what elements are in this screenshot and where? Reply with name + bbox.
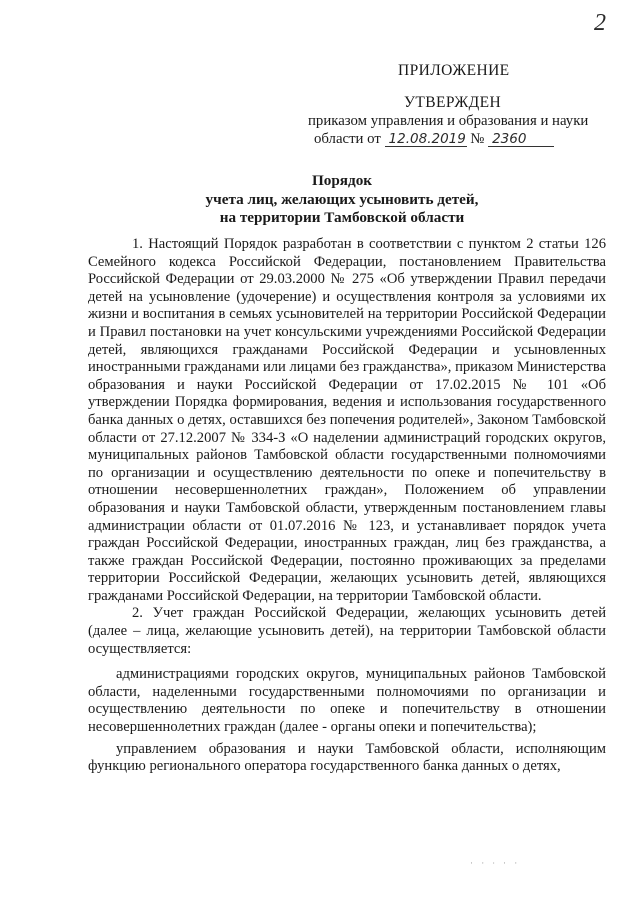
approved-heading: УТВЕРЖДЕН: [404, 94, 502, 111]
appendix-heading: ПРИЛОЖЕНИЕ: [398, 62, 510, 79]
order-number-label: №: [470, 131, 485, 147]
paragraph-1: 1. Настоящий Порядок разработан в соответствии с пунктом 2 статьи 126 Семейного кодекса Российской Федерации, постановлением Правительства Российской Федерации от 29.03.2000 № 275 «Об утверждении Правил передачи детей на усыновление (удочерение) и осуществления контроля за условиями их жизни и воспитания в семьях усыновителей на территории Российской Федерации и Правил постановки на учет консульскими учреждениями Российской Федерации детей, являющихся гражданами Российской Федерации и усыновленных иностранными гражданами или лицами без гражданства», приказом Министерства образования и науки Российской Федерации от 17.02.2015 № 101 «Об утверждении Порядка формирования, ведения и использования государственного банка данных о детях, оставшихся без попечения родителей», Законом Тамбовской области от 27.12.2007 № 334-З «О наделении администраций городских округов, муниципальных районов Тамбовской области государственными полномочиями по организации и осуществлению деятельности по опеке и попечительству в отношении несовершеннолетних граждан», Положением об управлении образования и науки Тамбовской области, утвержденным постановлением главы администрации области от 01.07.2016 № 123, и устанавливает порядок учета граждан Российской Федерации, иностранных граждан, лиц без гражданства, а также граждан Российской Федерации, постоянно проживающих за пределами территории Российской Федерации, желающих усыновить детей, являющихся гражданами Российской Федерации, на территории Тамбовской области.: [88, 236, 606, 604]
faint-stamp-mark: · · ∙ · ·: [470, 858, 521, 868]
order-number-handwritten: 2360: [488, 132, 554, 147]
title-line: на территории Тамбовской области: [219, 209, 465, 226]
paragraph-4: управлением образования и науки Тамбовской области, исполняющим функцию регионального оператора государственного банка данных о детях,: [88, 740, 606, 775]
paragraph-3: администрациями городских округов, муниципальных районов Тамбовской области, наделенными государственными полномочиями по организации и осуществлению деятельности по опеке и попечительству в отношении несовершеннолетних граждан (далее - органы опеки и попечительства);: [88, 666, 606, 736]
paragraph-2: 2. Учет граждан Российской Федерации, желающих усыновить детей (далее – лица, желающие усыновить детей), на территории Тамбовской области осуществляется:: [88, 605, 606, 657]
document-body: [88, 236, 606, 776]
order-prefix: области от: [314, 131, 381, 147]
page-number: 2: [594, 10, 606, 36]
order-date-handwritten: 12.08.2019: [385, 132, 467, 147]
title-line: Порядок: [311, 172, 373, 189]
order-reference-line: приказом управления и образования и науки: [308, 113, 589, 129]
order-date-line: [314, 131, 554, 148]
document-title: [0, 172, 640, 228]
title-line: учета лиц, желающих усыновить детей,: [205, 190, 479, 208]
